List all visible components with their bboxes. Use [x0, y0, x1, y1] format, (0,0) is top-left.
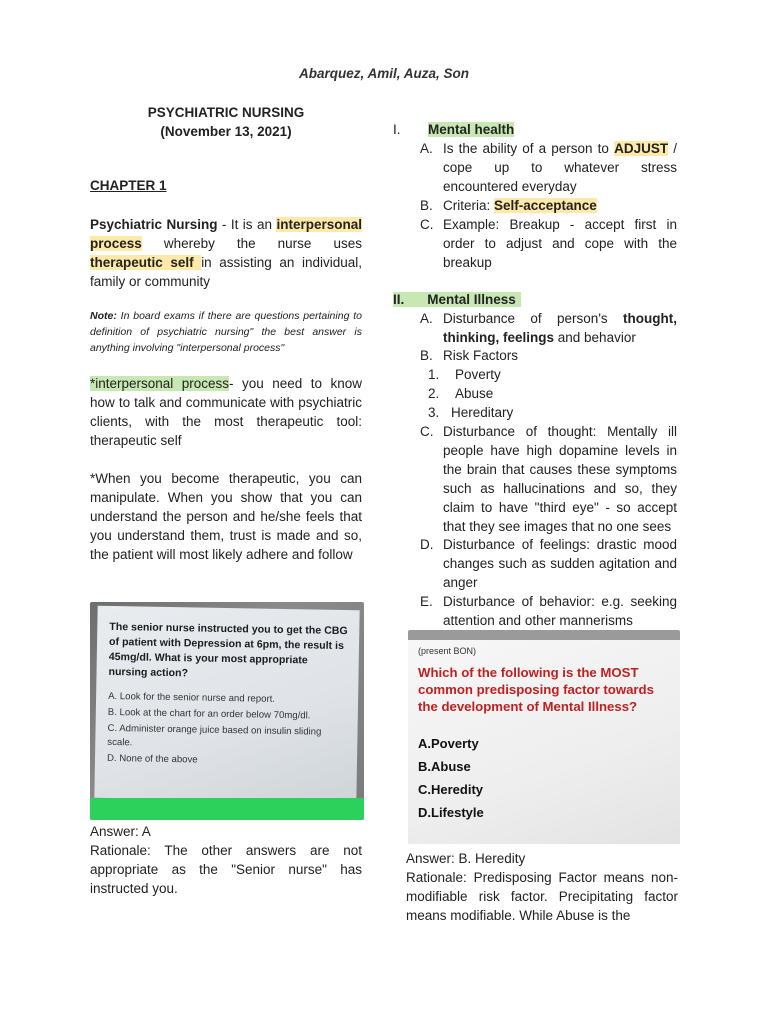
text-fragment: whereby the nurse uses: [141, 236, 362, 251]
risk-factor-item: Hereditary: [451, 405, 514, 420]
question-board: [408, 640, 680, 844]
photo1-option-d: D. None of the above: [106, 752, 198, 766]
text-fragment: - It is an: [217, 217, 277, 232]
rationale-1: Rationale: The other answers are not appropriate as the "Senior nurse" has instructed you.: [90, 843, 362, 896]
document-title: [90, 103, 362, 141]
text-fragment: Disturbance of person's: [443, 311, 624, 326]
section2-item-a: [443, 309, 677, 347]
photo2-tag: (present BON): [418, 646, 477, 656]
section2-item-e: Disturbance of behavior: e.g. seeking attention and other mannerisms: [443, 594, 677, 628]
note-label: Note:: [90, 310, 117, 322]
photo2-option-d: D.Lifestyle: [418, 805, 484, 820]
text-fragment: - you need to know how to talk and communicate with psychiatric clients, with the most therapeutic tool: therapeutic self: [90, 376, 362, 448]
section2-heading: Mental Illness: [427, 292, 516, 307]
item-label: A.: [420, 141, 433, 156]
text-fragment: Is the ability of a person to: [443, 141, 615, 156]
photo1-options: [107, 690, 348, 772]
risk-factor-item: Poverty: [455, 367, 501, 382]
section2-item-c: Disturbance of thought: Mentally ill people have high dopamine levels in the brain that causes these symptoms such as hallucinations and so, they claim to have "third eye" - so accept that they see images that no one sees: [443, 424, 677, 534]
section2-item-b: Risk Factors: [443, 348, 519, 363]
risk-number: 2.: [428, 386, 440, 401]
text-fragment: in assisting an individual, family or community: [90, 255, 362, 289]
photo1-green-strip: [90, 798, 364, 820]
answer-2: Answer: B. Heredity: [406, 851, 526, 866]
risk-number: 1.: [428, 367, 440, 382]
photo2-option-b: B.Abuse: [418, 759, 471, 774]
section1-item-c: Example: Breakup - accept first in order to adjust and cope with the breakup: [443, 217, 677, 270]
highlight-adjust: ADJUST: [614, 141, 669, 156]
text-fragment: Criteria:: [443, 198, 495, 213]
highlight-interpersonal-process-2: *interpersonal process: [90, 376, 230, 391]
term-psychiatric-nursing: Psychiatric Nursing: [90, 217, 218, 232]
section2-number: II.: [393, 292, 405, 307]
photo1-option-a: A. Look for the senior nurse and report.: [108, 690, 276, 705]
photo2-option-c: C.Heredity: [418, 782, 484, 797]
highlight-self-acceptance: Self-acceptance: [494, 198, 597, 213]
question-photo-2: [408, 630, 680, 844]
text-fragment: and behavior: [554, 330, 636, 345]
item-label: C.: [420, 217, 434, 232]
item-label: B.: [420, 198, 433, 213]
chapter-heading: CHAPTER 1: [90, 178, 167, 193]
question-photo-1: [90, 602, 364, 820]
photo1-question: The senior nurse instructed you to get the CBG of patient with Depression at 6pm, the result is 45mg/dl. What is your most appropriate nursing action?: [108, 620, 348, 680]
answer-block-1: [90, 822, 362, 898]
section1-heading-text: Mental health: [428, 122, 515, 137]
photo2-option-a: A.Poverty: [418, 736, 479, 751]
item-label: B.: [420, 348, 433, 363]
item-label: D.: [420, 537, 434, 552]
answer-block-2: [406, 849, 678, 925]
section2-heading-text: [393, 292, 521, 307]
section1-number: I.: [393, 122, 401, 137]
section2-item-d: Disturbance of feelings: drastic mood changes such as sudden agitation and anger: [443, 537, 677, 590]
section1-item-a: [443, 139, 677, 196]
photo2-question: Which of the following is the MOST common predisposing factor towards the development of Mental Illness?: [418, 665, 654, 714]
photo1-option-b: B. Look at the chart for an order below 70mg/dl.: [107, 706, 311, 722]
photo1-option-c: C. Administer orange juice based on insulin sliding scale.: [107, 722, 322, 749]
question-board: [94, 606, 359, 803]
section2-heading-row: [393, 290, 693, 309]
document-authors: Abarquez, Amil, Auza, Son: [298, 66, 469, 81]
text-fragment: / cope up to whatever stress encountered everyday: [443, 141, 677, 194]
rationale-2: Rationale: Predisposing Factor means non-modifiable risk factor. Precipitating factor means modifiable. While Abuse is the: [406, 870, 678, 923]
bold-thought-thinking-feelings: thought, thinking, feelings: [443, 311, 677, 345]
note-paragraph: [90, 308, 362, 356]
risk-factor-item: Abuse: [455, 386, 494, 401]
section1-item-b: [443, 196, 677, 215]
item-label: E.: [420, 594, 433, 609]
item-label: A.: [420, 311, 433, 326]
answer-1: Answer: A: [90, 824, 151, 839]
title-line-2: (November 13, 2021): [160, 124, 292, 139]
photo2-options: [418, 732, 484, 824]
therapeutic-paragraph: *When you become therapeutic, you can manipulate. When you show that you can understand the person and he/she feels that you understand them, trust is made and so, the patient will most likely adhere and follow: [90, 471, 362, 562]
section1-heading: [428, 120, 514, 139]
risk-number: 3.: [428, 405, 440, 420]
title-line-1: PSYCHIATRIC NURSING: [147, 105, 305, 120]
item-label: C.: [420, 424, 434, 439]
definition-paragraph: [90, 215, 362, 291]
interpersonal-process-paragraph: [90, 374, 362, 450]
note-text: In board exams if there are questions pertaining to definition of psychiatric nursing" the best answer is anything involving "interpersonal process": [90, 310, 362, 354]
highlight-therapeutic-self: therapeutic self: [90, 255, 202, 270]
highlight-interpersonal-process: interpersonal process: [90, 217, 362, 251]
